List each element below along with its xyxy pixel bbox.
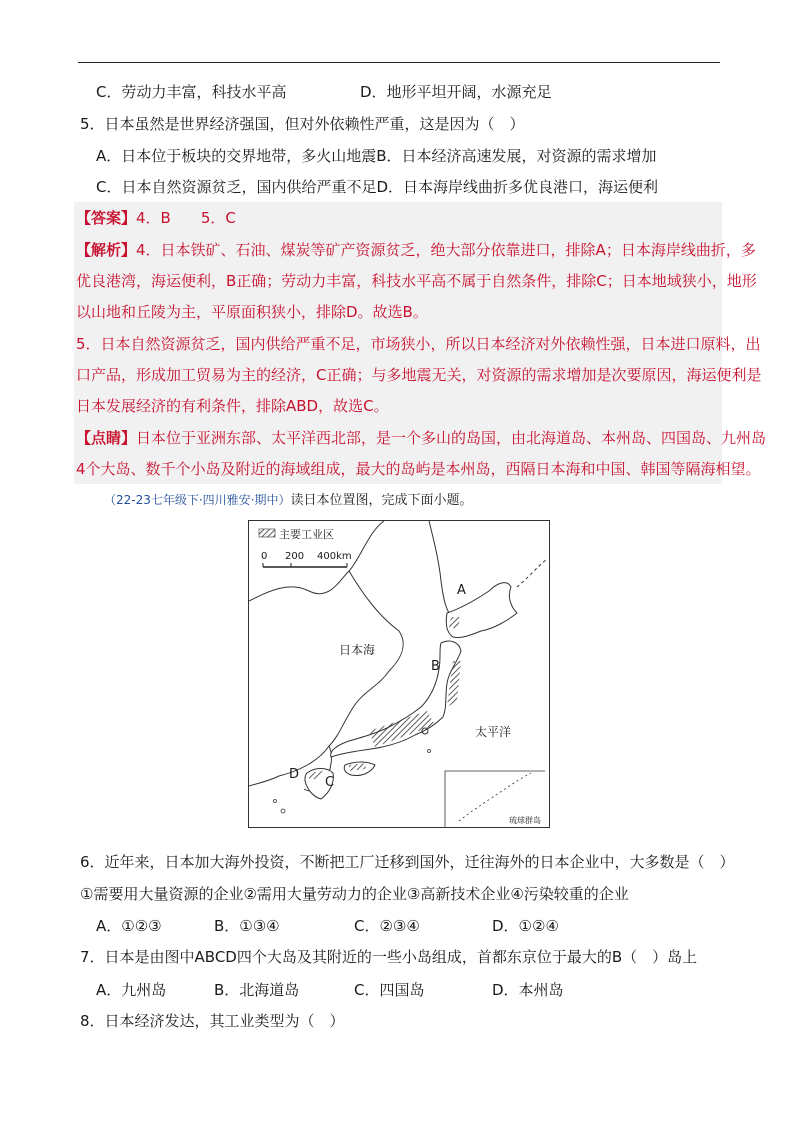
point-line-2: 4个大岛、数千个小岛及附近的海域组成，最大的岛屿是本州岛，西隔日本海和中国、韩国等隔海相望。 bbox=[76, 460, 761, 478]
q7-option-d: D．本州岛 bbox=[492, 981, 564, 999]
q4-option-d: D．地形平坦开阔，水源充足 bbox=[360, 83, 552, 101]
q8-stem: 8．日本经济发达，其工业类型为（ ） bbox=[80, 1012, 345, 1030]
small-island bbox=[281, 809, 285, 813]
label-c: C bbox=[325, 775, 335, 790]
q7-option-c: C．四国岛 bbox=[354, 981, 425, 999]
q5-stem: 5．日本虽然是世界经济强国，但对外依赖性严重，这是因为（ ） bbox=[80, 115, 525, 133]
small-island bbox=[428, 750, 431, 753]
honshu-island bbox=[331, 641, 461, 757]
analysis-line-2: 优良港湾，海运便利，B正确；劳动力丰富，科技水平高不属于自然条件，排除C；日本地域狭小，地形 bbox=[76, 272, 757, 290]
japan-location-map bbox=[248, 520, 550, 828]
q7-option-b: B．北海道岛 bbox=[214, 981, 300, 999]
label-b: B bbox=[431, 659, 440, 674]
q7-stem: 7．日本是由图中ABCD四个大岛及其附近的一些小岛组成，首都东京位于最大的B（ ）岛上 bbox=[80, 948, 698, 966]
q6-option-c: C．②③④ bbox=[354, 917, 420, 935]
analysis-text-1: 4．日本铁矿、石油、煤炭等矿产资源贫乏，绝大部分依靠进口，排除A；日本海岸线曲折，多 bbox=[136, 241, 756, 259]
kuril-islands bbox=[517, 559, 547, 587]
answer-text: 4．B 5．C bbox=[136, 209, 236, 227]
sakhalin-coast bbox=[429, 521, 449, 613]
ryukyu-islands bbox=[459, 773, 531, 821]
analysis-line-5: 口产品，形成加工贸易为主的经济，C正确；与多地震无关，对资源的需求增加是次要原因，海运便利是 bbox=[76, 366, 762, 384]
source-text: 读日本位置图，完成下面小题。 bbox=[290, 493, 473, 508]
analysis-line-4: 5．日本自然资源贫乏，国内供给严重不足，市场狭小，所以日本经济对外依赖性强，日本进口原料，出 bbox=[76, 335, 761, 353]
point-text-1: 日本位于亚洲东部、太平洋西北部，是一个多山的岛国，由北海道岛、本州岛、四国岛、九州岛 bbox=[136, 429, 767, 447]
q6-statements: ①需要用大量资源的企业②需用大量劳动力的企业③高新技术企业④污染较重的企业 bbox=[80, 885, 629, 903]
pacific-ocean-label: 太平洋 bbox=[475, 725, 512, 739]
source-line bbox=[104, 490, 473, 511]
answer-tag: 【答案】 bbox=[76, 209, 137, 227]
label-d: D bbox=[289, 767, 300, 782]
sea-of-japan-label: 日本海 bbox=[339, 643, 376, 657]
scale-label-200: 200 bbox=[285, 551, 305, 562]
analysis-line-1 bbox=[76, 240, 756, 260]
q4-option-c: C．劳动力丰富，科技水平高 bbox=[96, 83, 287, 101]
legend-label: 主要工业区 bbox=[279, 528, 334, 541]
q5-options-row1: A．日本位于板块的交界地带，多火山地震B．日本经济高速发展，对资源的需求增加 bbox=[96, 147, 657, 165]
q5-options-row2: C．日本自然资源贫乏，国内供给严重不足D．日本海岸线曲折多优良港口，海运便利 bbox=[96, 178, 659, 196]
analysis-tag: 【解析】 bbox=[76, 241, 137, 259]
small-island bbox=[274, 800, 277, 803]
analysis-line-3: 以山地和丘陵为主，平原面积狭小，排除D。故选B。 bbox=[76, 303, 428, 321]
label-a: A bbox=[457, 583, 466, 598]
point-tag: 【点睛】 bbox=[76, 429, 137, 447]
q6-option-d: D．①②④ bbox=[492, 917, 559, 935]
q6-option-a: A．①②③ bbox=[96, 917, 162, 935]
header-rule bbox=[78, 62, 720, 63]
answer-line bbox=[76, 208, 236, 228]
scale-label-400: 400km bbox=[317, 551, 352, 562]
q6-stem: 6．近年来，日本加大海外投资，不断把工厂迁移到国外，迁往海外的日本企业中，大多数是（ ） bbox=[80, 853, 735, 871]
ryukyu-inset-label: 琉球群岛 bbox=[509, 816, 541, 825]
q6-option-b: B．①③④ bbox=[214, 917, 280, 935]
q7-option-a: A．九州岛 bbox=[96, 981, 167, 999]
scale-label-0: 0 bbox=[261, 551, 268, 562]
analysis-line-6: 日本发展经济的有利条件，排除ABD，故选C。 bbox=[76, 397, 389, 415]
point-line-1 bbox=[76, 428, 766, 448]
legend-swatch bbox=[259, 529, 275, 537]
source-tag: （22-23七年级下·四川雅安·期中） bbox=[104, 493, 291, 507]
